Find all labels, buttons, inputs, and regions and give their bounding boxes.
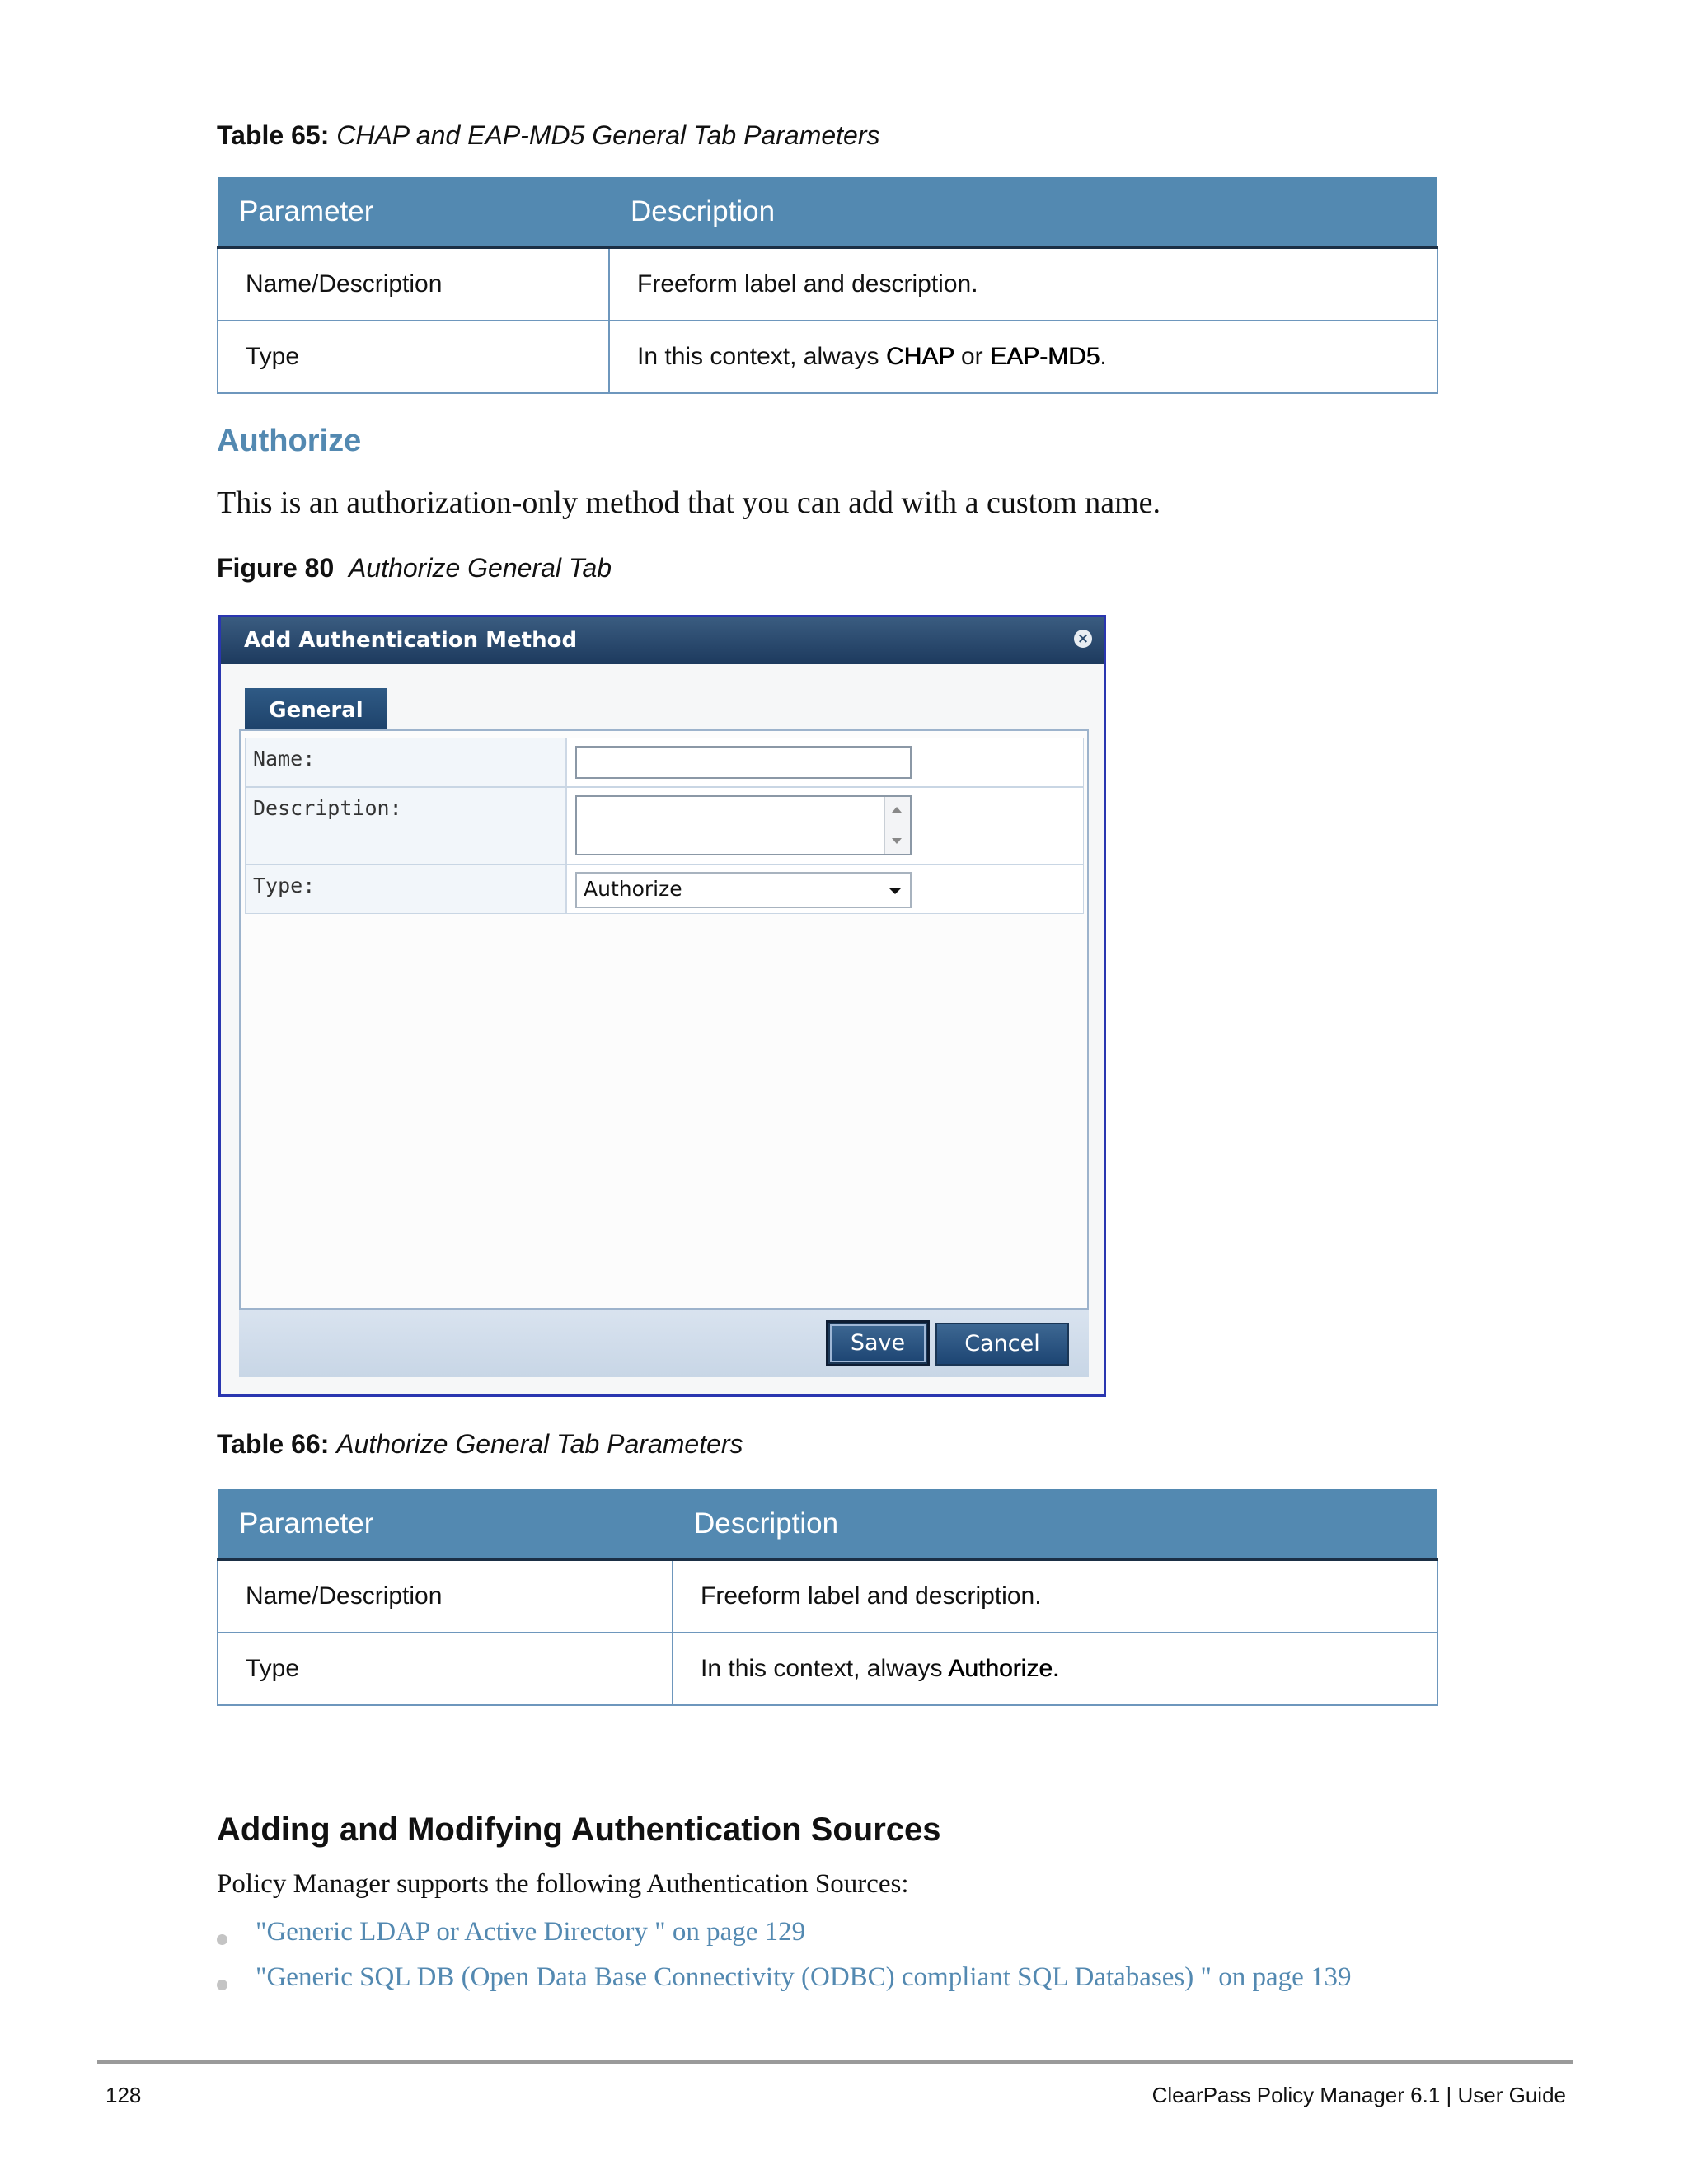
- description-label: Description:: [246, 788, 567, 864]
- table-65-label: Table 65:: [217, 120, 330, 150]
- table-66: [217, 1489, 1438, 1706]
- type-select-value: Authorize: [584, 877, 682, 901]
- form-row-description: [245, 787, 1084, 865]
- type-select[interactable]: [575, 872, 912, 908]
- document-title: ClearPass Policy Manager 6.1 | User Guide: [1151, 2083, 1566, 2107]
- tab-general[interactable]: General: [245, 688, 387, 734]
- bullet-icon: [217, 1934, 227, 1945]
- page-number: 128: [106, 2083, 142, 2107]
- table-header-row: [218, 1489, 1437, 1560]
- figure-80-caption: [217, 553, 612, 583]
- sources-intro: Policy Manager supports the following Authentication Sources:: [217, 1869, 909, 1899]
- param-cell: Name/Description: [218, 1560, 673, 1633]
- figure-80-label: Figure 80: [217, 553, 335, 583]
- add-authentication-method-dialog: [218, 615, 1106, 1397]
- desc-bold-eap-md5: EAP-MD5: [989, 343, 1100, 370]
- desc-text: In this context, always: [637, 343, 886, 370]
- section-heading: Adding and Modifying Authentication Sources: [217, 1811, 941, 1848]
- desc-cell: Freeform label and description.: [609, 248, 1437, 321]
- type-value-cell: [567, 865, 1083, 913]
- description-value-cell: [567, 788, 1083, 864]
- param-cell: Name/Description: [218, 248, 609, 321]
- save-button[interactable]: Save: [828, 1323, 927, 1364]
- scroll-up-icon[interactable]: [892, 807, 902, 813]
- dialog-title: Add Authentication Method: [244, 628, 578, 653]
- chevron-down-icon: [889, 888, 902, 894]
- desc-bold-chap: CHAP: [885, 343, 954, 370]
- figure-80-title: Authorize General Tab: [349, 553, 612, 583]
- desc-cell: [673, 1633, 1437, 1705]
- column-header-description: Description: [609, 177, 1437, 248]
- table-row: [218, 321, 1437, 393]
- dialog-title-bar: [221, 617, 1104, 664]
- table-66-title: Authorize General Tab Parameters: [336, 1429, 743, 1459]
- desc-text: or: [954, 343, 990, 370]
- authorize-heading: Authorize: [217, 424, 362, 458]
- column-header-parameter: Parameter: [218, 177, 609, 248]
- table-66-label: Table 66:: [217, 1429, 330, 1459]
- desc-text: .: [1100, 343, 1107, 370]
- cancel-button[interactable]: Cancel: [935, 1323, 1069, 1366]
- authorize-body: This is an authorization-only method that you can add with a custom name.: [217, 485, 1161, 520]
- footer-rule: [97, 2060, 1573, 2064]
- description-textarea[interactable]: [575, 795, 912, 855]
- table-row: [218, 1560, 1437, 1633]
- bullet-icon: [217, 1980, 227, 1990]
- form-row-type: [245, 865, 1084, 914]
- table-65-title: CHAP and EAP-MD5 General Tab Parameters: [336, 120, 880, 150]
- desc-bold-authorize: Authorize.: [948, 1655, 1060, 1682]
- desc-cell: [609, 321, 1437, 393]
- general-tab-panel: [239, 729, 1089, 1310]
- table-row: [218, 248, 1437, 321]
- link-generic-sql-db[interactable]: "Generic SQL DB (Open Data Base Connectivity (ODBC) compliant SQL Databases) " on page 139: [256, 1962, 1352, 1992]
- name-input[interactable]: [575, 746, 912, 779]
- table-66-caption: [217, 1429, 743, 1460]
- form-row-name: [245, 738, 1084, 787]
- table-65: [217, 177, 1438, 394]
- table-row: [218, 1633, 1437, 1705]
- name-label: Name:: [246, 738, 567, 786]
- column-header-parameter: Parameter: [218, 1489, 673, 1560]
- textarea-scrollbar[interactable]: [884, 797, 910, 854]
- table-header-row: [218, 177, 1437, 248]
- param-cell: Type: [218, 1633, 673, 1705]
- close-icon[interactable]: ×: [1074, 630, 1092, 648]
- scroll-down-icon[interactable]: [892, 838, 902, 844]
- desc-text: In this context, always: [701, 1655, 949, 1682]
- table-65-caption: [217, 120, 879, 151]
- name-value-cell: [567, 738, 1083, 786]
- desc-cell: Freeform label and description.: [673, 1560, 1437, 1633]
- link-generic-ldap[interactable]: "Generic LDAP or Active Directory " on page 129: [256, 1917, 806, 1947]
- param-cell: Type: [218, 321, 609, 393]
- type-label: Type:: [246, 865, 567, 913]
- column-header-description: Description: [673, 1489, 1437, 1560]
